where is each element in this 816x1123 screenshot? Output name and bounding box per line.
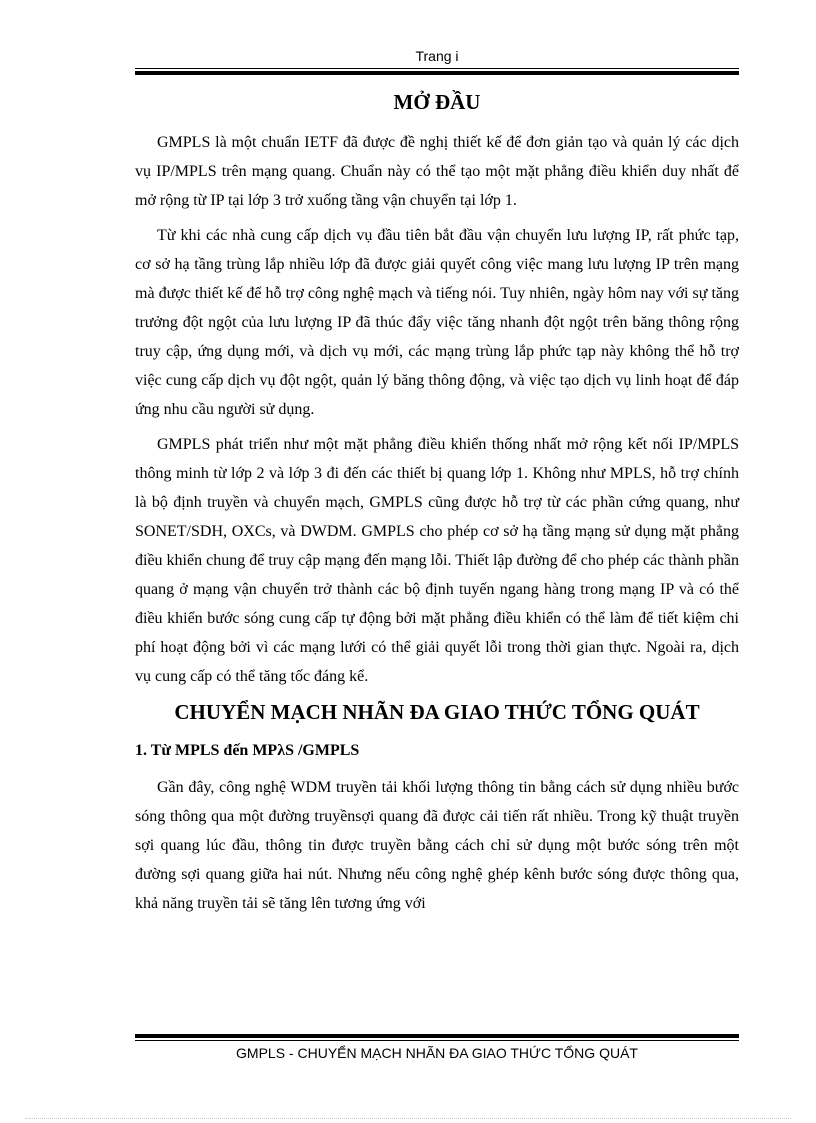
page-header: Trang i bbox=[415, 48, 459, 64]
page-footer: GMPLS - CHUYỂN MẠCH NHÃN ĐA GIAO THỨC TỔNG QUÁT bbox=[236, 1045, 638, 1061]
body-paragraph-1: Gần đây, công nghệ WDM truyền tải khối lượng thông tin bằng cách sử dụng nhiều bước sóng thông qua một đường truyềnsợi quang đã được cải tiến rất nhiều. Trong kỹ thuật truyền sợi quang lúc đầu, thông tin được truyền bằng cách chỉ sử dụng một bước sóng trên một đường sợi quang giữa hai nút. Nhưng nếu công nghệ ghép kênh bước sóng được thông qua, khả năng truyền tải sẽ tăng lên tương ứng với bbox=[135, 779, 739, 912]
intro-paragraph-3: GMPLS phát triển như một mặt phẳng điều khiển thống nhất mở rộng kết nối IP/MPLS thông minh từ lớp 2 và lớp 3 đi đến các thiết bị quang lớp 1. Không như MPLS, hỗ trợ chính là bộ định truyền và chuyển mạch, GMPLS cũng được hỗ trợ từ các phần cứng quang, như SONET/SDH, OXCs, và DWDM. GMPLS cho phép cơ sở hạ tầng mạng sử dụng mặt phẳng điều khiển chung để truy cập mạng đến mạng lỗi. Thiết lập đường để cho phép các thành phần quang ở mạng vận chuyển trở thành các bộ định tuyến ngang hàng trong mạng IP và có thể điều khiển bước sóng cung cấp tự động bởi mặt phẳng điều khiển có thể làm để tiết kiệm chi phí hoạt động bởi vì các mạng lưới có thể giải quyết lỗi trong thời gian thực. Ngoài ra, dịch vụ cung cấp có thể tăng tốc đáng kể. bbox=[135, 436, 739, 685]
header-rule-thick bbox=[135, 71, 739, 75]
subsection-title: 1. Từ MPLS đến MPλS /GMPLS bbox=[135, 742, 360, 759]
footer-rule-thick bbox=[135, 1034, 739, 1038]
intro-paragraph-2: Từ khi các nhà cung cấp dịch vụ đầu tiên bắt đầu vận chuyển lưu lượng IP, rất phức tạp, cơ sở hạ tầng trùng lắp nhiều lớp đã được giải quyết công việc mang lưu lượng IP trên mạng mà được thiết kế để hỗ trợ công nghệ mạch và tiếng nói. Tuy nhiên, ngày hôm nay với sự tăng trưởng đột ngột của lưu lượng IP đã thúc đẩy việc tăng nhanh đột ngột trên băng thông rộng truy cập, ứng dụng mới, và dịch vụ mới, các mạng trùng lắp phức tạp này không thể hỗ trợ việc cung cấp dịch vụ đột ngột, quản lý băng thông động, và việc tạo dịch vụ linh hoạt để đáp ứng nhu cầu người sử dụng. bbox=[135, 227, 739, 418]
document-title: MỞ ĐẦU bbox=[393, 90, 481, 114]
section-title: CHUYỂN MẠCH NHÃN ĐA GIAO THỨC TỔNG QUÁT bbox=[174, 700, 700, 724]
page-edge-divider bbox=[25, 1118, 791, 1119]
footer-rule-thin bbox=[135, 1040, 739, 1041]
header-rule-thin bbox=[135, 68, 739, 69]
intro-paragraph-1: GMPLS là một chuẩn IETF đã được đề nghị thiết kế để đơn giản tạo và quản lý các dịch vụ IP/MPLS trên mạng quang. Chuẩn này có thể tạo một mặt phẳng điều khiển duy nhất để mở rộng từ IP tại lớp 3 trở xuống tầng vận chuyển tại lớp 1. bbox=[135, 134, 739, 209]
page-body bbox=[135, 88, 739, 924]
